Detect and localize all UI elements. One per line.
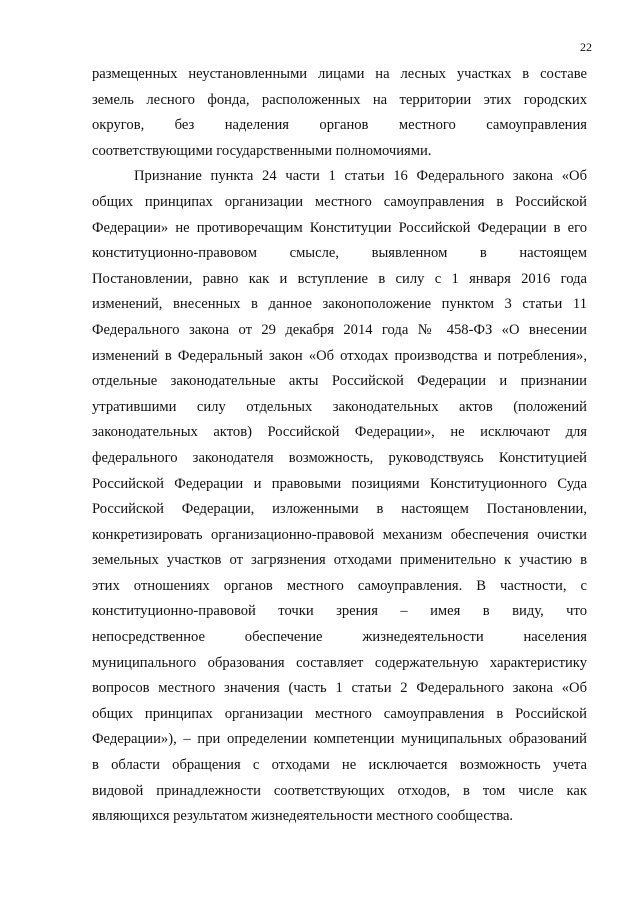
page-number: 22 bbox=[580, 40, 592, 54]
text-line: Федерации»), – при определении компетенции муниципальных образований bbox=[92, 731, 587, 748]
body-text bbox=[92, 62, 587, 830]
text-line: изменений, внесенных в данное законоположение пунктом 3 статьи 11 bbox=[92, 296, 587, 313]
text-line: муниципального образования составляет содержательную характеристику bbox=[92, 654, 587, 671]
text-line: отдельные законодательные акты Российской Федерации и признании bbox=[92, 373, 587, 390]
text-line: Федерации» не противоречащим Конституции Российской Федерации в его bbox=[92, 219, 587, 236]
paragraph-first-line: Признание пункта 24 части 1 статьи 16 Федерального закона «Об bbox=[134, 168, 587, 185]
text-line: округов, без наделения органов местного самоуправления bbox=[92, 117, 587, 134]
text-line: конкретизировать организационно-правовой механизм обеспечения очистки bbox=[92, 526, 587, 543]
text-line: утратившими силу отдельных законодательных актов (положений bbox=[92, 398, 587, 415]
text-line: изменений в Федеральный закон «Об отходах производства и потребления», bbox=[92, 347, 587, 364]
text-line: непосредственное обеспечение жизнедеятельности населения bbox=[92, 629, 587, 646]
text-line: Российской Федерации и правовыми позициями Конституционного Суда bbox=[92, 475, 587, 492]
text-line: размещенных неустановленными лицами на лесных участках в составе bbox=[92, 66, 587, 82]
text-line: этих отношениях органов местного самоуправления. В частности, с bbox=[92, 577, 587, 594]
text-line: соответствующими государственными полномочиями. bbox=[92, 142, 432, 159]
text-line: видовой принадлежности соответствующих отходов, в том числе как bbox=[92, 782, 587, 799]
text-line: конституционно-правовом смысле, выявленном в настоящем bbox=[92, 245, 587, 262]
text-line: вопросов местного значения (часть 1 статьи 2 Федерального закона «Об bbox=[92, 680, 587, 697]
text-line: законодательных актов) Российской Федерации», не исключают для bbox=[92, 424, 587, 441]
text-line: общих принципах организации местного самоуправления в Российской bbox=[92, 705, 587, 722]
text-line: федерального законодателя возможность, руководствуясь Конституцией bbox=[92, 449, 587, 466]
text-line: земельных участков от загрязнения отходами применительно к участию в bbox=[92, 552, 587, 569]
text-line: Федерального закона от 29 декабря 2014 года № 458-ФЗ «О внесении bbox=[92, 321, 587, 338]
text-line: Постановлении, равно как и вступление в силу с 1 января 2016 года bbox=[92, 270, 587, 287]
text-line: общих принципах организации местного самоуправления в Российской bbox=[92, 193, 587, 210]
text-line: Российской Федерации, изложенными в настоящем Постановлении, bbox=[92, 501, 587, 518]
text-line: конституционно-правовой точки зрения – имея в виду, что bbox=[92, 603, 587, 620]
text-line: в области обращения с отходами не исключается возможность учета bbox=[92, 757, 587, 774]
text-line: земель лесного фонда, расположенных на территории этих городских bbox=[92, 91, 587, 108]
text-line: являющихся результатом жизнедеятельности местного сообщества. bbox=[92, 808, 514, 825]
